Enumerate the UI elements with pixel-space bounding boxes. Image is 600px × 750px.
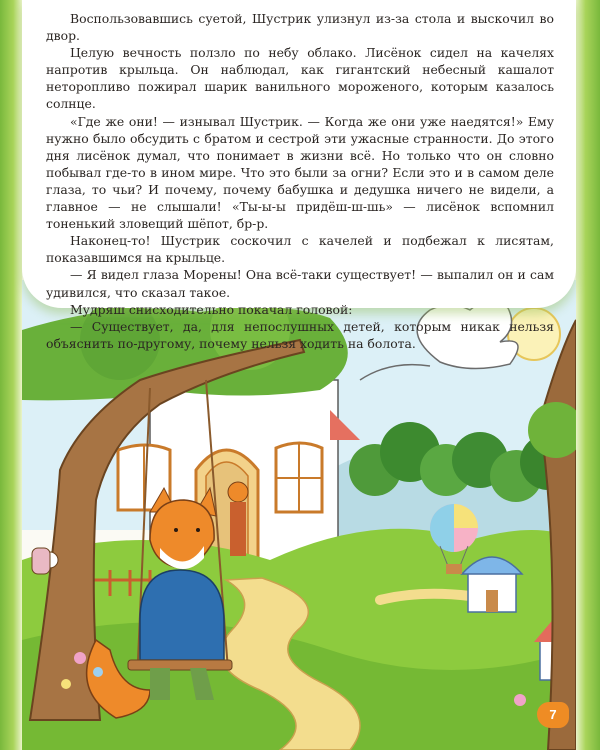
page-number: 7: [537, 702, 569, 728]
paragraph: «Где же они! — изнывал Шустрик. — Когда же они уже наедятся!» Ему нужно было обсудить с братом и сестрой эти ужасные странности. До этого дня лисёнок думал, что понимает в жизни всё. Но только что он словно побывал где-то в ином мире. Что это были за огни? Если это и в самом деле глаза, то чьи? И почему, почему бабушка и дедушка ничего не видели, а главное — не слышали! «Ты-ы-ы придёш-ш-шь» — лисёнок вспомнил тоненький зловещий шёпот, бр-р.: [46, 113, 554, 232]
paragraph: Воспользовавшись суетой, Шустрик улизнул из-за стола и выскочил во двор.: [46, 11, 554, 44]
paragraph: — Я видел глаза Морены! Она всё-таки существует! — выпалил он и сам удивился, что сказал такое.: [46, 267, 554, 300]
paragraph: — Существует, да, для непослушных детей, которым никак нельзя объяснить по-другому, почему нельзя ходить на болота.: [46, 318, 554, 351]
paragraph: Наконец-то! Шустрик соскочил с качелей и подбежал к лисятам, показавшимся на крыльце.: [46, 233, 554, 266]
right-border: [576, 0, 600, 750]
paragraph: Целую вечность ползло по небу облако. Лисёнок сидел на качелях напротив крыльца. Он наблюдал, как гигантский небесный кашалот неторопливо пожирал шарик ванильного мороженого, которым казалось солнце.: [46, 45, 554, 112]
story-text: [46, 10, 554, 352]
paragraph: Мудряш снисходительно покачал головой:: [70, 301, 353, 317]
fox-in-doorway: [228, 482, 248, 556]
left-border: [0, 0, 22, 750]
